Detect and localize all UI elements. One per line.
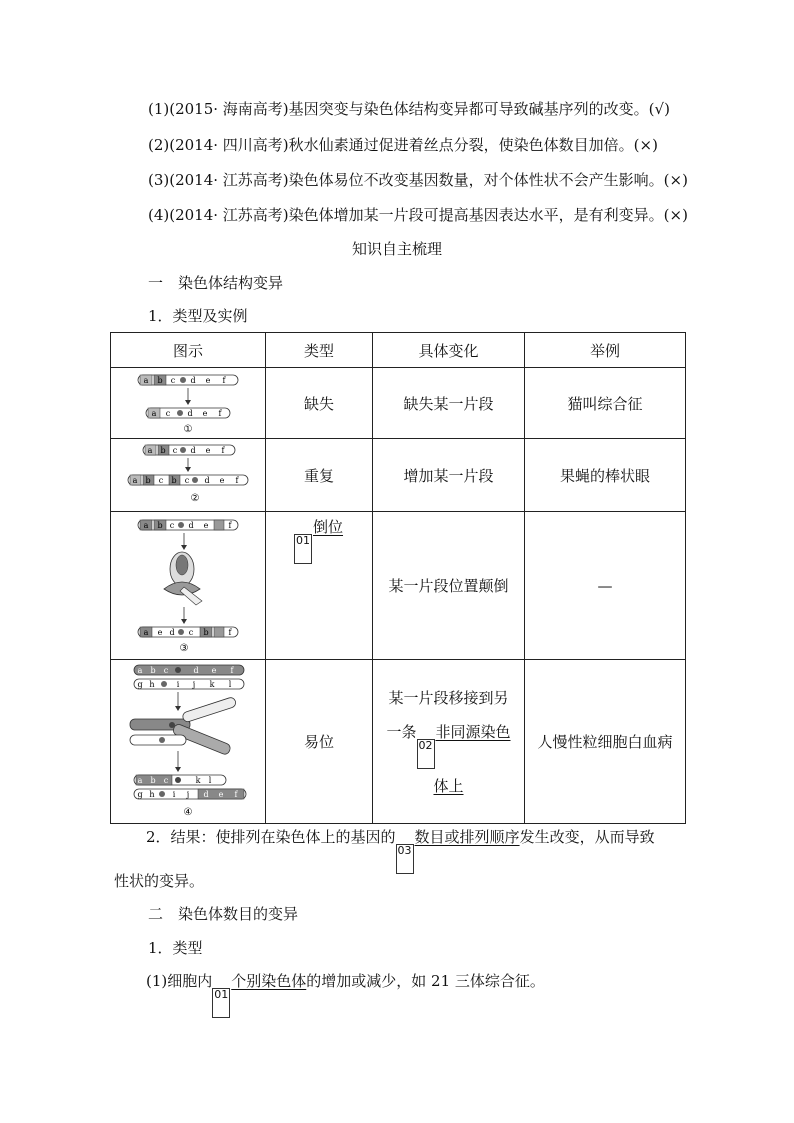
gene-label: a [147, 446, 153, 455]
arrow-head [175, 767, 181, 772]
gene-label: d [168, 627, 175, 637]
gene-label: g [136, 679, 143, 689]
gene-label: a [143, 376, 149, 385]
arrow-head [185, 400, 191, 405]
gene-label: b [156, 520, 163, 530]
table-row [111, 439, 686, 512]
part2-item-1 [146, 970, 545, 1018]
translocation-diagram [126, 663, 251, 821]
gene-label: a [137, 775, 142, 785]
type-cell: 缺失 [266, 368, 373, 439]
item-suffix: 的增加或减少，如 21 三体综合征。 [306, 972, 545, 990]
chromosome-bottom1 [134, 775, 226, 785]
gene-label: b [145, 476, 151, 485]
chromosome-bottom [146, 408, 230, 418]
change-cell [373, 660, 525, 824]
part2-heading: 二 染色体数目的变异 [148, 905, 299, 923]
part2-subheading: 1．类型 [148, 939, 203, 957]
answer-box-number: 03 [396, 844, 414, 874]
result-prefix: 2．结果：使排列在染色体上的基因的 [146, 828, 396, 846]
table-header-row [111, 333, 686, 368]
header-change: 具体变化 [373, 333, 525, 368]
change-cell: 某一片段位置颠倒 [373, 512, 525, 660]
gene-label: i [172, 789, 175, 799]
table-row [111, 368, 686, 439]
gene-label: c [188, 627, 193, 637]
gene-label: a [137, 665, 142, 675]
gene-label: d [187, 520, 194, 530]
inversion-diagram [126, 517, 251, 655]
gene-label: e [219, 476, 225, 485]
gene-label: f [218, 409, 222, 418]
gene-label: f [222, 376, 226, 385]
change-line-1: 某一片段移接到另 [388, 688, 509, 707]
gene-label: f [235, 476, 239, 485]
deletion-diagram [128, 370, 248, 436]
deletion-figure [111, 368, 266, 439]
answer-text-cont: 体上 [433, 776, 464, 795]
translocation-figure [111, 660, 266, 824]
figure-label: ④ [183, 806, 192, 818]
arrow-head [175, 706, 181, 711]
section-title: 知识自主梳理 [351, 240, 442, 258]
gene-label: c [170, 376, 176, 385]
figure-label: ③ [179, 642, 188, 654]
structure-variation-table [110, 332, 686, 824]
gene-label: a [132, 476, 138, 485]
figure-label: ① [183, 424, 193, 435]
chromosome-bottom2 [134, 789, 246, 799]
arrow-head [185, 467, 191, 472]
gene-label: c [163, 775, 168, 785]
header-example: 举例 [525, 333, 686, 368]
result-line-1 [146, 826, 655, 874]
answer-text: 数目或排列顺序 [414, 828, 520, 846]
gene-label: c [184, 476, 190, 485]
gene-label: f [228, 627, 231, 637]
crossing-chromosomes [130, 696, 237, 755]
gene-label: b [202, 627, 209, 637]
review-item-3: (3)(2014· 江苏高考)染色体易位不改变基因数量，对个体性状不会产生影响。(×) [148, 171, 688, 189]
example-cell: 人慢性粒细胞白血病 [525, 660, 686, 824]
gene-label: e [202, 409, 208, 418]
gene-label: d [204, 476, 210, 485]
answer-box-number: 01 [294, 534, 312, 564]
part1-subheading: 1．类型及实例 [148, 307, 248, 325]
gene-label: a [143, 627, 148, 637]
gene-label: c [163, 665, 168, 675]
gene-label: f [228, 520, 231, 530]
gene-label: a [143, 520, 148, 530]
answer-box-number: 02 [417, 739, 435, 769]
gene-label: b [157, 376, 163, 385]
gene-label: k [209, 679, 214, 689]
gene-label: b [171, 476, 177, 485]
gene-label: d [190, 446, 196, 455]
item-prefix: (1)细胞内 [146, 972, 213, 990]
gene-label: e [205, 376, 211, 385]
gene-label: g [136, 789, 143, 799]
gene-label: f [234, 789, 237, 799]
duplication-figure [111, 439, 266, 512]
gene-label: c [172, 446, 178, 455]
type-cell: 易位 [266, 660, 373, 824]
arrow-head [181, 619, 187, 624]
gene-label: b [149, 665, 156, 675]
header-figure: 图示 [111, 333, 266, 368]
example-cell: — [525, 512, 686, 660]
inversion-loop [164, 552, 202, 605]
duplication-diagram [123, 441, 253, 509]
example-cell: 果蝇的棒状眼 [525, 439, 686, 512]
type-cell: 重复 [266, 439, 373, 512]
gene-label: e [203, 520, 208, 530]
gene-label: j [192, 679, 195, 689]
table-row [111, 660, 686, 824]
review-item-2: (2)(2014· 四川高考)秋水仙素通过促进着丝点分裂，使染色体数目加倍。(×) [148, 136, 658, 154]
gene-label: h [148, 789, 155, 799]
gene-label: f [230, 665, 233, 675]
review-item-1: (1)(2015· 海南高考)基因突变与染色体结构变异都可导致碱基序列的改变。(√) [148, 100, 670, 118]
arrow-head [181, 545, 187, 550]
gene-label: j [186, 789, 189, 799]
header-type: 类型 [266, 333, 373, 368]
chromosome-top [143, 445, 235, 455]
gene-label: f [221, 446, 225, 455]
gene-label: d [202, 789, 209, 799]
table-row [111, 512, 686, 660]
gene-label: i [176, 679, 179, 689]
gene-label: k [195, 775, 200, 785]
change-cell: 缺失某一片段 [373, 368, 525, 439]
result-line-2: 性状的变异。 [114, 872, 205, 890]
type-cell [266, 512, 373, 660]
change-cell: 增加某一片段 [373, 439, 525, 512]
chromosome-top [138, 520, 238, 530]
gene-label: e [205, 446, 211, 455]
gene-label: a [151, 409, 157, 418]
gene-label: d [192, 665, 199, 675]
answer-box-number: 01 [212, 988, 230, 1018]
review-item-4: (4)(2014· 江苏高考)染色体增加某一片段可提高基因表达水平，是有利变异。(×) [148, 206, 688, 224]
example-cell: 猫叫综合征 [525, 368, 686, 439]
gene-label: e [218, 789, 223, 799]
gene-label: c [169, 520, 174, 530]
gene-label: d [187, 409, 193, 418]
inversion-figure [111, 512, 266, 660]
change-prefix: 一条 [386, 722, 417, 741]
gene-label: h [148, 679, 155, 689]
change-line-3 [373, 769, 524, 803]
gene-label: e [211, 665, 216, 675]
result-suffix: 发生改变，从而导致 [519, 828, 655, 846]
chromosome-top [138, 375, 238, 385]
answer-text: 非同源染色 [435, 722, 511, 741]
gene-label: l [228, 679, 231, 689]
chromosome-bottom [128, 475, 248, 485]
figure-label: ② [190, 493, 200, 504]
gene-label: c [158, 476, 164, 485]
gene-label: l [208, 775, 211, 785]
chromosome-top2 [134, 679, 244, 689]
answer-text: 个别染色体 [231, 972, 307, 990]
gene-label: d [190, 376, 196, 385]
answer-text: 倒位 [313, 518, 344, 536]
chromosome-bottom [138, 627, 238, 637]
gene-label: b [160, 446, 166, 455]
gene-label: e [157, 627, 162, 637]
chromosome-top1 [134, 665, 244, 675]
gene-label: b [149, 775, 156, 785]
gene-label: c [165, 409, 171, 418]
change-line-2 [373, 715, 524, 769]
part1-heading: 一 染色体结构变异 [148, 274, 284, 292]
